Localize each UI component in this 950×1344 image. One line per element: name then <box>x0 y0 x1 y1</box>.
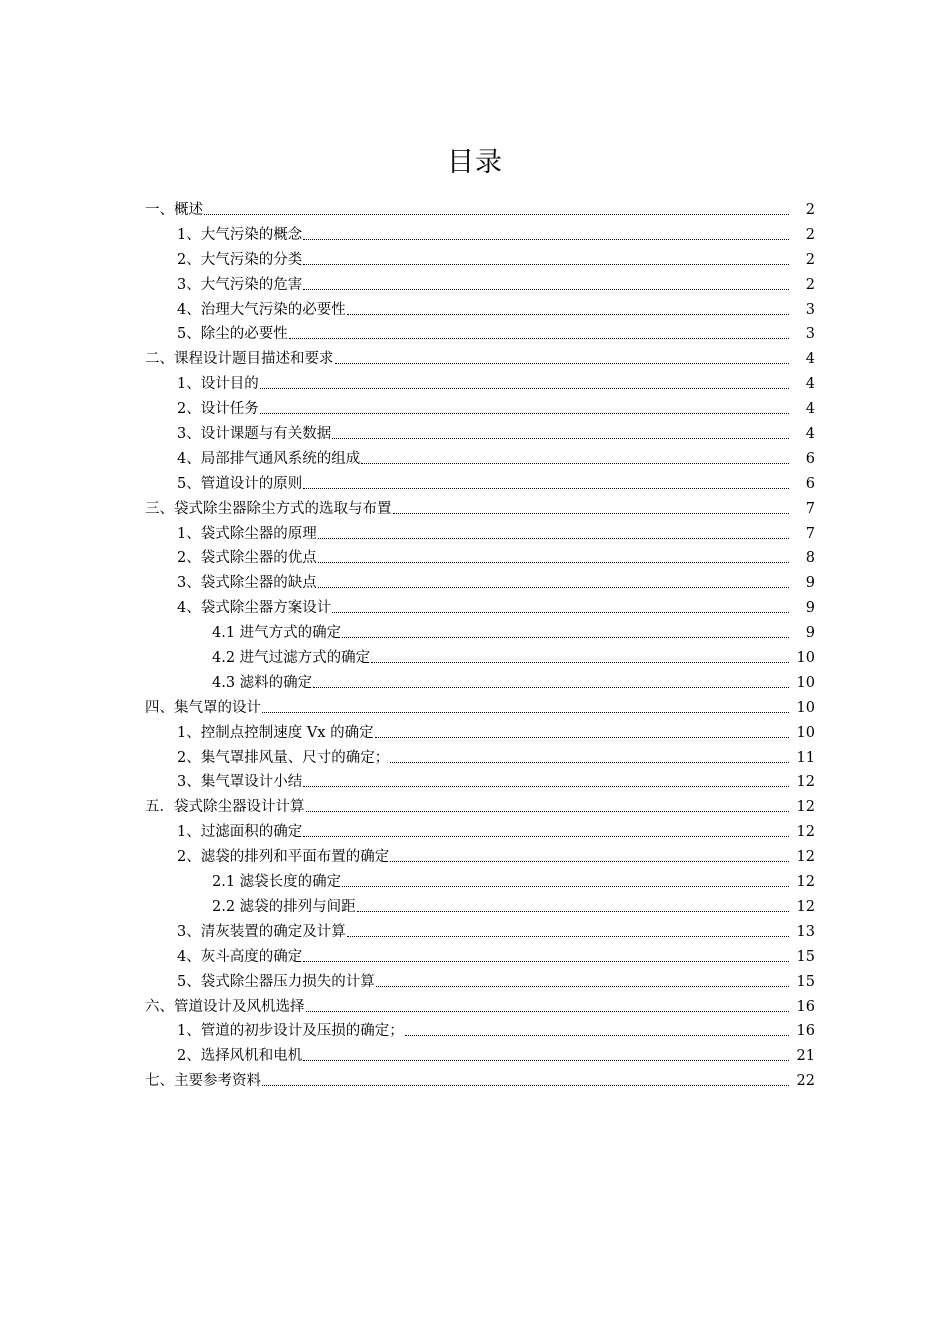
toc-entry-page-number: 10 <box>796 724 815 741</box>
toc-dot-leader <box>390 845 789 862</box>
toc-entry[interactable] <box>145 198 815 223</box>
toc-dot-leader <box>306 995 790 1012</box>
toc-entry[interactable] <box>145 273 815 298</box>
toc-entry-page-number: 6 <box>805 450 815 467</box>
toc-entry[interactable] <box>145 995 815 1020</box>
toc-dot-leader <box>342 870 789 887</box>
toc-entry-label: 七、主要参考资料 <box>145 1073 261 1090</box>
toc-entry[interactable] <box>145 546 815 571</box>
toc-entry-page-number: 4 <box>805 351 815 368</box>
toc-entry-page-number: 15 <box>796 948 815 965</box>
toc-entry[interactable] <box>145 671 815 696</box>
toc-dot-leader <box>260 397 789 414</box>
toc-dot-leader <box>357 895 789 912</box>
toc-entry-label: 3、集气罩设计小结 <box>177 774 303 791</box>
toc-entry-label: 4、袋式除尘器方案设计 <box>177 600 332 617</box>
toc-entry-page-number: 3 <box>805 301 815 318</box>
toc-entry-page-number: 21 <box>796 1048 815 1065</box>
toc-entry[interactable] <box>145 920 815 945</box>
toc-entry[interactable] <box>145 347 815 372</box>
toc-dot-leader <box>332 596 789 613</box>
toc-dot-leader <box>405 1019 789 1036</box>
toc-entry[interactable] <box>145 770 815 795</box>
toc-entry-label: 2、集气罩排风量、尺寸的确定； <box>177 749 390 766</box>
toc-dot-leader <box>318 571 789 588</box>
toc-entry-label: 六、管道设计及风机选择 <box>145 998 305 1015</box>
toc-entry[interactable] <box>145 497 815 522</box>
toc-dot-leader <box>303 820 789 837</box>
toc-entry[interactable] <box>145 1044 815 1069</box>
toc-dot-leader <box>262 696 789 713</box>
toc-entry[interactable] <box>145 397 815 422</box>
toc-entry-label: 1、控制点控制速度 Vx 的确定 <box>177 724 374 741</box>
toc-dot-leader <box>303 945 789 962</box>
toc-entry-label: 四、集气罩的设计 <box>145 699 261 716</box>
toc-entry[interactable] <box>145 447 815 472</box>
toc-entry-label: 三、袋式除尘器除尘方式的选取与布置 <box>145 500 392 517</box>
toc-entry-page-number: 7 <box>805 525 815 542</box>
toc-entry-page-number: 12 <box>796 874 815 891</box>
toc-entry-label: 3、袋式除尘器的缺点 <box>177 575 317 592</box>
toc-dot-leader <box>332 422 789 439</box>
toc-entry[interactable] <box>145 696 815 721</box>
toc-entry-page-number: 12 <box>796 898 815 915</box>
toc-entry-page-number: 4 <box>805 376 815 393</box>
toc-entry-page-number: 15 <box>796 973 815 990</box>
toc-entry-label: 一、概述 <box>145 202 203 218</box>
toc-entry-label: 二、课程设计题目描述和要求 <box>145 351 334 368</box>
toc-entry-page-number: 22 <box>796 1073 815 1090</box>
toc-dot-leader <box>313 671 789 688</box>
toc-entry-label: 1、大气污染的概念 <box>177 226 303 243</box>
toc-dot-leader <box>303 273 789 290</box>
toc-entry-page-number: 2 <box>805 251 815 268</box>
toc-entry-label: 3、设计课题与有关数据 <box>177 426 332 443</box>
page-title: 目录 <box>447 147 503 178</box>
toc-entry-page-number: 9 <box>805 575 815 592</box>
toc-entry-label: 4、灰斗高度的确定 <box>177 948 303 965</box>
toc-entry-page-number: 11 <box>796 749 815 766</box>
toc-entry-label: 5、除尘的必要性 <box>177 326 288 343</box>
toc-entry[interactable] <box>145 1019 815 1044</box>
toc-entry-label: 1、袋式除尘器的原理 <box>177 525 317 542</box>
toc-entry-page-number: 12 <box>796 799 815 816</box>
toc-dot-leader <box>347 298 789 315</box>
toc-entry-page-number: 2 <box>805 226 815 243</box>
toc-dot-leader <box>303 248 789 265</box>
toc-entry[interactable] <box>145 845 815 870</box>
toc-entry-page-number: 16 <box>796 1023 815 1040</box>
toc-dot-leader <box>289 322 789 339</box>
toc-dot-leader <box>306 795 790 812</box>
toc-entry-page-number: 10 <box>796 699 815 716</box>
toc-dot-leader <box>303 223 789 240</box>
toc-entry-label: 4、治理大气污染的必要性 <box>177 301 346 318</box>
toc-entry-page-number: 2 <box>805 202 815 218</box>
toc-entry[interactable] <box>145 248 815 273</box>
toc-dot-leader <box>371 646 789 663</box>
toc-dot-leader <box>318 522 789 539</box>
toc-entry-page-number: 7 <box>805 500 815 517</box>
toc-entry-label: 1、过滤面积的确定 <box>177 824 303 841</box>
toc-entry[interactable] <box>145 372 815 397</box>
toc-dot-leader <box>204 198 789 215</box>
toc-entry-page-number: 4 <box>805 401 815 418</box>
toc-entry[interactable] <box>145 895 815 920</box>
toc-entry-label: 3、清灰装置的确定及计算 <box>177 923 346 940</box>
toc-entry[interactable] <box>145 1069 815 1094</box>
toc-entry-label: 2.1 滤袋长度的确定 <box>212 874 342 891</box>
toc-dot-leader <box>347 920 789 937</box>
toc-entry-page-number: 10 <box>796 650 815 667</box>
toc-dot-leader <box>342 621 789 638</box>
toc-entry[interactable] <box>145 746 815 771</box>
toc-entry[interactable] <box>145 596 815 621</box>
toc-entry[interactable] <box>145 298 815 323</box>
toc-dot-leader <box>262 1069 789 1086</box>
toc-entry-label: 4、局部排气通风系统的组成 <box>177 450 361 467</box>
toc-entry-page-number: 12 <box>796 774 815 791</box>
toc-entry-label: 2、选择风机和电机 <box>177 1048 303 1065</box>
toc-entry-page-number: 10 <box>796 674 815 691</box>
toc-dot-leader <box>376 970 789 987</box>
toc-entry-label: 2、滤袋的排列和平面布置的确定 <box>177 849 390 866</box>
toc-entry-label: 4.2 进气过滤方式的确定 <box>212 650 371 667</box>
toc-entry[interactable] <box>145 970 815 995</box>
toc-entry-page-number: 3 <box>805 326 815 343</box>
toc-entry[interactable] <box>145 646 815 671</box>
toc-dot-leader <box>361 447 789 464</box>
toc-entry-page-number: 4 <box>805 426 815 443</box>
toc-entry-page-number: 6 <box>805 475 815 492</box>
toc-dot-leader <box>260 372 789 389</box>
toc-entry-page-number: 8 <box>805 550 815 567</box>
toc-entry-label: 2、袋式除尘器的优点 <box>177 550 317 567</box>
toc-entry[interactable] <box>145 472 815 497</box>
toc-entry-page-number: 16 <box>796 998 815 1015</box>
toc-dot-leader <box>335 347 790 364</box>
toc-entry[interactable] <box>145 322 815 347</box>
toc-entry[interactable] <box>145 820 815 845</box>
toc-entry-page-number: 2 <box>805 276 815 293</box>
toc-entry-page-number: 12 <box>796 849 815 866</box>
toc-entry-label: 4.3 滤料的确定 <box>212 674 313 691</box>
toc-entry-label: 1、管道的初步设计及压损的确定； <box>177 1023 404 1040</box>
toc-entry[interactable] <box>145 571 815 596</box>
toc-entry[interactable] <box>145 795 815 820</box>
toc-entry[interactable] <box>145 422 815 447</box>
toc-entry-label: 2、大气污染的分类 <box>177 251 303 268</box>
table-of-contents <box>145 198 815 1094</box>
toc-dot-leader <box>390 746 789 763</box>
toc-entry[interactable] <box>145 945 815 970</box>
toc-entry-label: 4.1 进气方式的确定 <box>212 625 342 642</box>
toc-dot-leader <box>393 497 790 514</box>
toc-dot-leader <box>303 1044 789 1061</box>
toc-entry-page-number: 9 <box>805 625 815 642</box>
toc-entry-page-number: 12 <box>796 824 815 841</box>
toc-entry[interactable] <box>145 223 815 248</box>
toc-entry-page-number: 9 <box>805 600 815 617</box>
toc-entry-page-number: 13 <box>796 923 815 940</box>
toc-entry[interactable] <box>145 621 815 646</box>
toc-entry[interactable] <box>145 721 815 746</box>
toc-dot-leader <box>318 546 789 563</box>
toc-entry-label: 2.2 滤袋的排列与间距 <box>212 898 356 915</box>
toc-entry-label: 5、管道设计的原则 <box>177 475 303 492</box>
toc-entry[interactable] <box>145 522 815 547</box>
toc-dot-leader <box>303 472 789 489</box>
toc-entry-label: 5、袋式除尘器压力损失的计算 <box>177 973 375 990</box>
toc-entry-label: 1、设计目的 <box>177 376 259 393</box>
toc-entry-label: 2、设计任务 <box>177 401 259 418</box>
toc-dot-leader <box>303 770 789 787</box>
toc-entry-label: 3、大气污染的危害 <box>177 276 303 293</box>
toc-dot-leader <box>375 721 789 738</box>
toc-entry[interactable] <box>145 870 815 895</box>
toc-entry-label: 五．袋式除尘器设计计算 <box>145 799 305 816</box>
